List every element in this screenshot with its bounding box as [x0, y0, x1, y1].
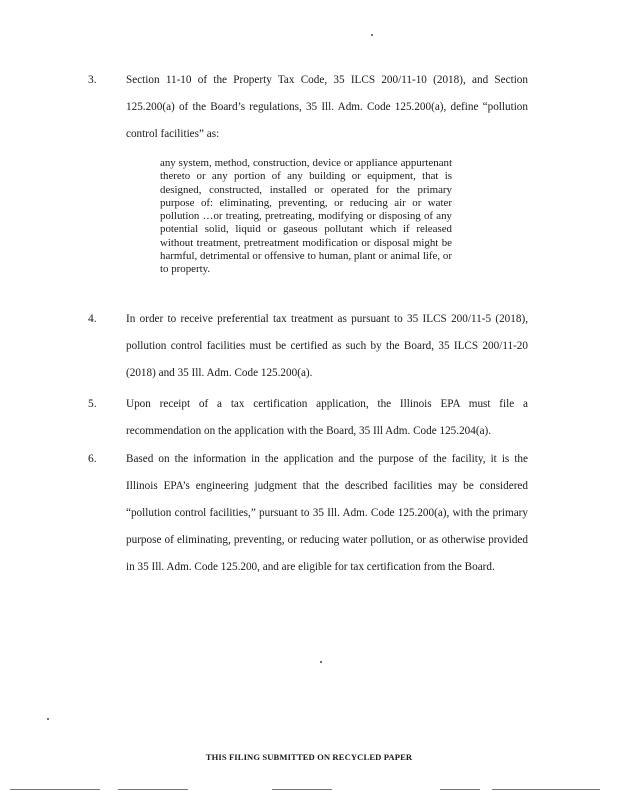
scan-speck — [320, 661, 322, 663]
scan-artifact — [10, 789, 100, 790]
paragraph-3 — [88, 74, 528, 148]
paragraph-number: 4. — [88, 313, 97, 325]
paragraph-text: Upon receipt of a tax certification application, the Illinois EPA must file a recommendation on the application with the Board, 35 Ill Adm. Code 125.204(a). — [126, 398, 528, 437]
paragraph-number: 3. — [88, 74, 97, 86]
scan-artifact — [492, 789, 600, 790]
paragraph-number: 5. — [88, 398, 97, 410]
footer-recycled-paper: THIS FILING SUBMITTED ON RECYCLED PAPER — [205, 752, 413, 762]
scan-artifact — [272, 789, 332, 790]
paragraph-6 — [88, 453, 528, 581]
paragraph-4 — [88, 313, 528, 387]
paragraph-text: Based on the information in the application and the purpose of the facility, it is the Illinois EPA’s engineering judgment that the described facilities may be considered “pollution control facilities,” pursuant to 35 Ill. Adm. Code 125.200(a), with the primary purpose of eliminating, preventing, or reducing water pollution, or as otherwise provided in 35 Ill. Adm. Code 125.200, and are eligible for tax certification from the Board. — [126, 453, 528, 573]
paragraph-text: In order to receive preferential tax treatment as pursuant to 35 ILCS 200/11-5 (2018), pollution control facilities must be certified as such by the Board, 35 ILCS 200/11-20 (2018) and 35 Ill. Adm. Code 125.200(a). — [126, 313, 528, 379]
scan-artifact — [118, 789, 188, 790]
block-quote: any system, method, construction, device or appliance appurtenant thereto or any portion of any building or equipment, that is designed, constructed, installed or operated for the primary purpose of: eliminating, preventing, or reducing air or water pollution …or treating, pretreating, modifying or disposing of any potential solid, liquid or gaseous pollutant which if released without treatment, pretreatment modification or disposal might be harmful, detrimental or offensive to human, plant or animal life, or to property. — [160, 157, 452, 276]
scan-artifact — [440, 789, 480, 790]
paragraph-5 — [88, 398, 528, 445]
scan-speck — [47, 718, 49, 720]
scan-speck — [371, 34, 373, 36]
paragraph-number: 6. — [88, 453, 97, 465]
paragraph-text: Section 11-10 of the Property Tax Code, 35 ILCS 200/11-10 (2018), and Section 125.200(a) of the Board’s regulations, 35 Ill. Adm. Code 125.200(a), define “pollution control facilities” as: — [126, 74, 528, 140]
